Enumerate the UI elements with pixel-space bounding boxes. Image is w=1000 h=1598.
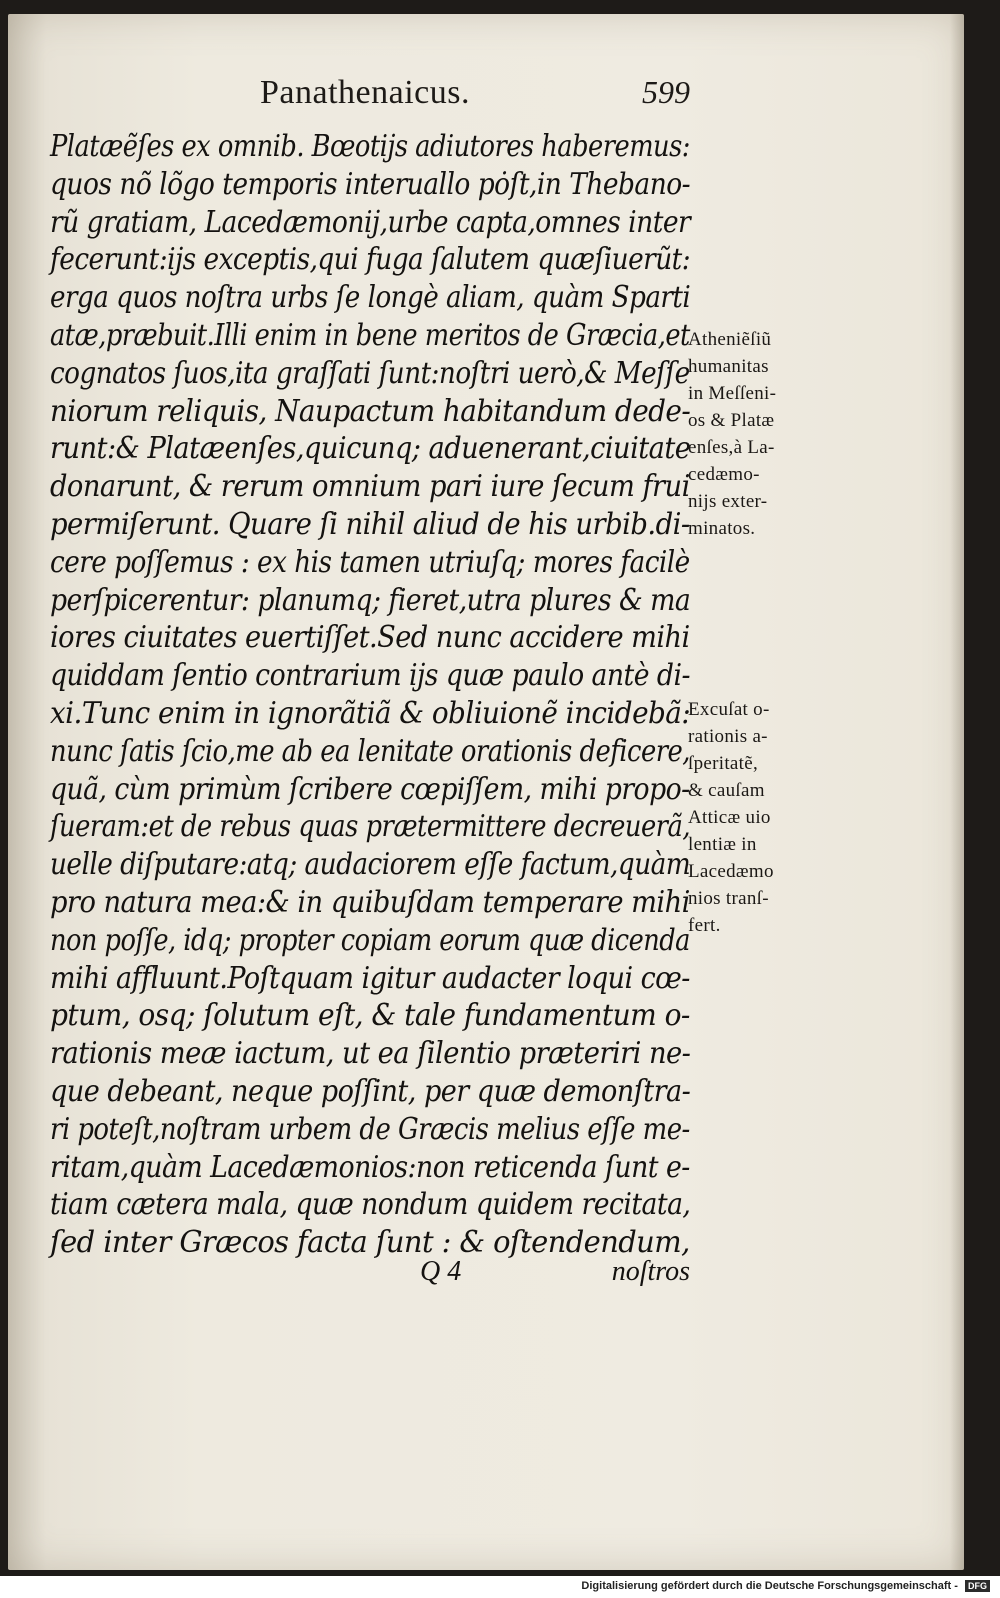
text-line: xi.Tunc enim in ignorãtiã & obliuionẽ incidebã:	[50, 695, 691, 731]
text-line: mihi affluunt.Poſtquam igitur audacter loqui cœ-	[50, 960, 690, 996]
marginal-note-line: cedæmo-	[688, 464, 760, 485]
text-line: ri poteſt,noſtram urbem de Græcis melius eſſe me-	[50, 1111, 690, 1147]
text-line: ſueram:et de rebus quas prætermittere decreuerã,	[50, 809, 691, 845]
text-line: erga quos noſtra urbs ſe longè aliam, quàm Sparti	[50, 280, 691, 316]
text-line: quã, cùm primùm ſcribere cœpiſſem, mihi propo-	[50, 771, 690, 807]
text-line: rũ gratiam, Lacedæmonij,urbe capta,omnes inter	[50, 204, 691, 240]
marginal-note-line: & cauſam	[688, 780, 765, 801]
text-line: donarunt, & rerum omnium pari iure ſecum frui	[50, 469, 690, 505]
text-line: iores ciuitates euertiſſet.Sed nunc accidere mihi	[50, 620, 690, 656]
marginal-note-line: os & Platæ	[688, 410, 775, 431]
text-line: non poſſe, idq; propter copiam eorum quæ dicenda	[50, 922, 690, 958]
text-line: nunc ſatis ſcio,me ab ea lenitate orationis deficere,	[50, 733, 690, 769]
marginal-note-line: Atticæ uio	[688, 807, 771, 828]
marginal-note-line: in Meſſeni-	[688, 383, 777, 404]
digitization-credit	[581, 1580, 990, 1596]
text-line: permiſerunt. Quare ſi nihil aliud de his urbib.di-	[50, 506, 690, 542]
text-line: runt:& Platæenſes,quicunq; aduenerant,ciuitate	[50, 431, 691, 467]
marginal-note-line: rationis a-	[688, 726, 768, 747]
marginal-note-1	[688, 326, 828, 542]
text-line: cere poſſemus : ex his tamen utriuſq; mores facilè	[50, 544, 690, 580]
marginal-note-line: lentiæ in	[688, 834, 757, 855]
text-line: uelle diſputare:atq; audaciorem eſſe factum,quàm	[50, 847, 691, 883]
text-line: quiddam ſentio contrarium ijs quæ paulo antè di-	[50, 658, 690, 694]
running-title: Panathenaicus.	[260, 74, 470, 111]
text-line: tiam cætera mala, quæ nondum quidem recitata,	[50, 1187, 691, 1223]
page-header	[250, 74, 690, 124]
main-text-block	[50, 128, 690, 1262]
marginal-note-line: minatos.	[688, 518, 756, 539]
marginal-note-2	[688, 696, 828, 939]
text-line: Platæẽſes ex omnib. Bœotijs adiutores haberemus:	[50, 129, 690, 164]
text-line: rationis meæ iactum, ut ea ſilentio præteriri ne-	[50, 1036, 691, 1072]
text-line: cognatos ſuos,ita graſſati ſunt:noſtri uerò,& Meſſe	[50, 355, 690, 391]
text-line: niorum reliquis, Naupactum habitandum dede-	[50, 393, 691, 429]
text-line: pro natura mea:& in quibuſdam temperare mihi	[50, 884, 690, 920]
signature-mark: Q 4	[420, 1256, 462, 1287]
page-number: 599	[642, 74, 690, 110]
marginal-note-line: fert.	[688, 915, 721, 936]
credit-text: Digitalisierung gefördert durch die Deutsche Forschungsgemeinschaft -	[581, 1580, 958, 1592]
marginal-note-line: Lacedæmo	[688, 861, 774, 882]
text-line: fecerunt:ijs exceptis,qui fuga ſalutem quæſiuerũt:	[50, 242, 691, 278]
marginal-note-line: Excuſat o-	[688, 699, 770, 720]
text-line: atæ,præbuit.Illi enim in bene meritos de Græcia,et	[50, 317, 690, 353]
catchline	[400, 1256, 690, 1296]
marginal-note-line: enſes,à La-	[688, 437, 775, 458]
dfg-logo: DFG	[965, 1580, 990, 1592]
text-line: ſed inter Græcos facta ſunt : & oſtendendum,	[50, 1225, 690, 1261]
text-line: perſpicerentur: planumq; fieret,utra plures & ma	[50, 582, 691, 618]
marginal-note-line: Atheniẽſiũ	[688, 329, 772, 350]
marginal-note-line: nijs exter-	[688, 491, 768, 512]
page-edge-shadow	[950, 14, 964, 1570]
marginal-note-line: ſperitatẽ,	[688, 753, 758, 774]
text-line: ptum, osq; ſolutum eſt, & tale fundamentum o-	[50, 998, 690, 1034]
marginal-note-line: humanitas	[688, 356, 769, 377]
catchword: noſtros	[611, 1256, 690, 1287]
marginal-note-line: nios tranſ-	[688, 888, 769, 909]
text-line: que debeant, neque poſſint, per quæ demonſtra-	[50, 1073, 691, 1109]
text-line: ritam,quàm Lacedæmonios:non reticenda ſunt e-	[50, 1149, 690, 1185]
text-line: quos nõ lõgo temporis interuallo pȯſt,in Thebano-	[50, 166, 691, 202]
